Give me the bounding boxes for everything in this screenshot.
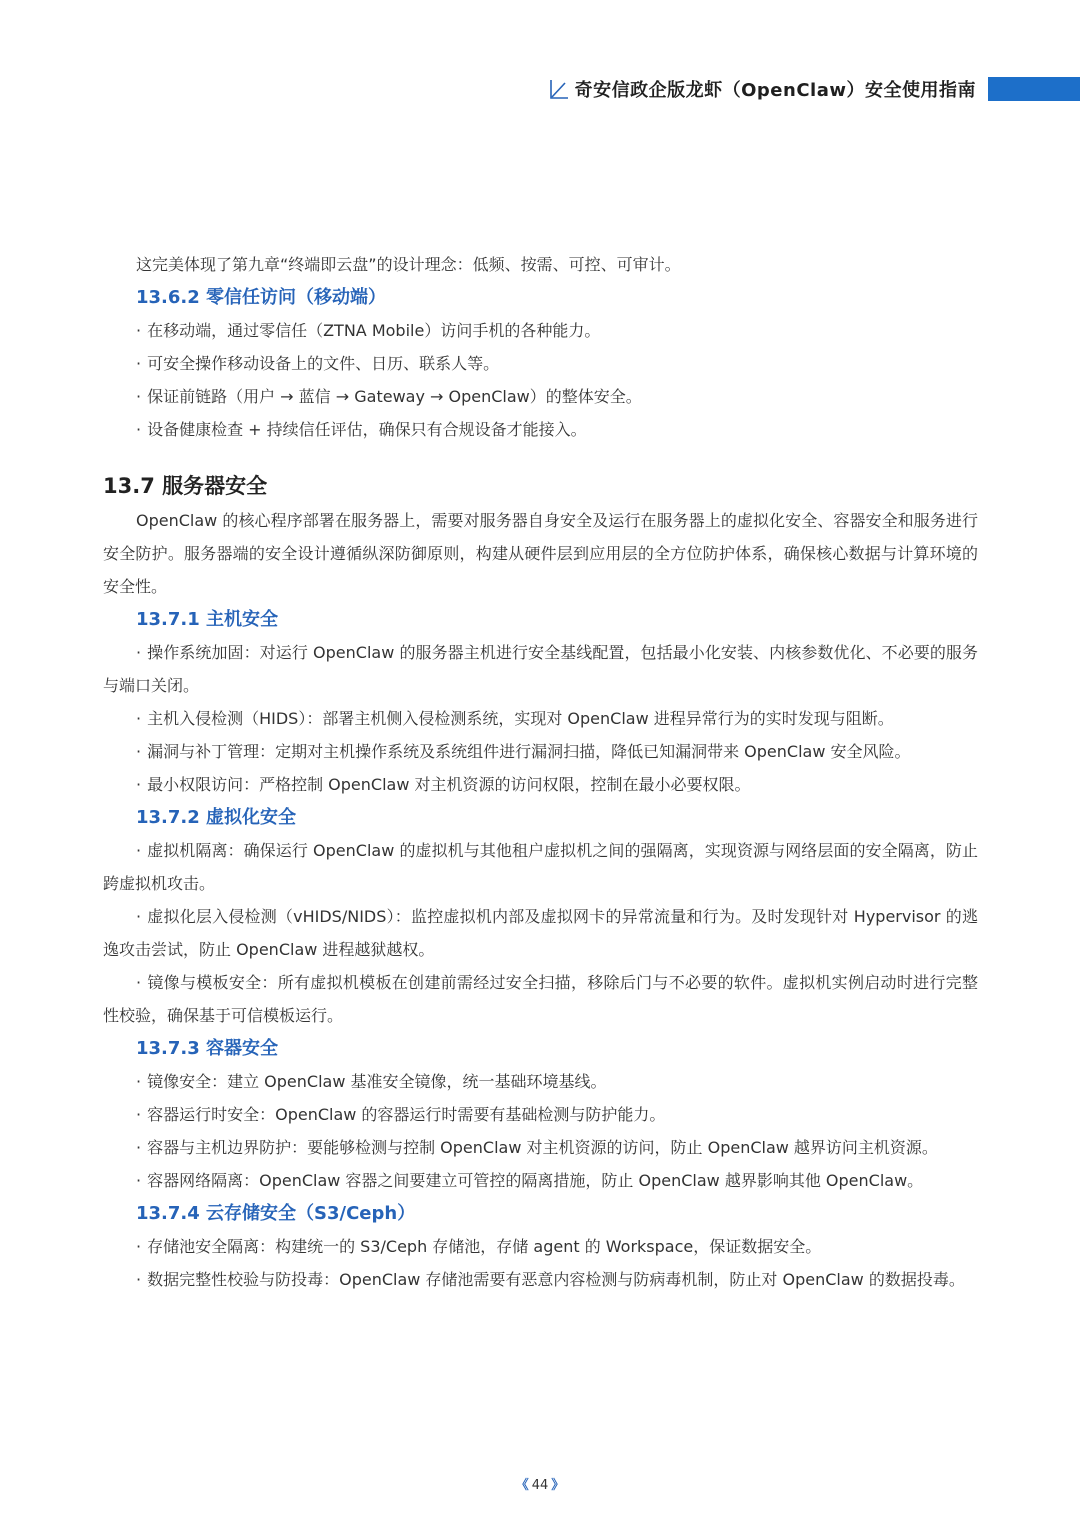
list-item: · 容器与主机边界防护：要能够检测与控制 OpenClaw 对主机资源的访问，防止 OpenClaw 越界访问主机资源。 <box>136 1138 938 1157</box>
list-item: · 数据完整性校验与防投毒：OpenClaw 存储池需要有恶意内容检测与防病毒机制，防止对 OpenClaw 的数据投毒。 <box>136 1270 965 1289</box>
list-item: · 最小权限访问：严格控制 OpenClaw 对主机资源的访问权限，控制在最小必要权限。 <box>136 775 751 794</box>
list-item: · 存储池安全隔离：构建统一的 S3/Ceph 存储池，存储 agent 的 Workspace，保证数据安全。 <box>136 1237 822 1256</box>
page-bracket-right: 》 <box>551 1478 565 1493</box>
list-item: · 操作系统加固：对运行 OpenClaw 的服务器主机进行安全基线配置，包括最小化安装、内核参数优化、不必要的服务与端口关闭。 <box>103 643 978 695</box>
list-item: · 可安全操作移动设备上的文件、日历、联系人等。 <box>136 354 500 373</box>
list-item: · 容器运行时安全：OpenClaw 的容器运行时需要有基础检测与防护能力。 <box>136 1105 666 1124</box>
section-paragraph: OpenClaw 的核心程序部署在服务器上，需要对服务器自身安全及运行在服务器上的虚拟化安全、容器安全和服务进行安全防护。服务器端的安全设计遵循纵深防御原则，构建从硬件层到应用层的全方位防护体系，确保核心数据与计算环境的安全性。 <box>103 511 978 596</box>
heading-13-7: 13.7 服务器安全 <box>103 474 268 498</box>
intro-paragraph: 这完美体现了第九章“终端即云盘”的设计理念：低频、按需、可控、可审计。 <box>136 255 681 274</box>
chart-corner-icon <box>549 78 569 100</box>
list-item: · 设备健康检查 + 持续信任评估，确保只有合规设备才能接入。 <box>136 420 587 439</box>
header-accent-bar <box>988 77 1080 101</box>
list-item: · 在移动端，通过零信任（ZTNA Mobile）访问手机的各种能力。 <box>136 321 601 340</box>
list-item: · 漏洞与补丁管理：定期对主机操作系统及系统组件进行漏洞扫描，降低已知漏洞带来 OpenClaw 安全风险。 <box>136 742 911 761</box>
page-header <box>549 74 1080 104</box>
list-item: · 主机入侵检测（HIDS）：部署主机侧入侵检测系统，实现对 OpenClaw 进程异常行为的实时发现与阻断。 <box>136 709 894 728</box>
heading-13-7-2: 13.7.2 虚拟化安全 <box>136 807 297 828</box>
heading-13-7-3: 13.7.3 容器安全 <box>136 1038 279 1059</box>
heading-13-6-2: 13.6.2 零信任访问（移动端） <box>136 287 387 308</box>
list-item: · 容器网络隔离：OpenClaw 容器之间要建立可管控的隔离措施，防止 OpenClaw 越界影响其他 OpenClaw。 <box>136 1171 924 1190</box>
document-title: 奇安信政企版龙虾（OpenClaw）安全使用指南 <box>574 80 976 101</box>
list-item: · 虚拟化层入侵检测（vHIDS/NIDS）：监控虚拟机内部及虚拟网卡的异常流量和行为。及时发现针对 Hypervisor 的逃逸攻击尝试，防止 OpenClaw 进程越狱越权。 <box>103 907 978 959</box>
page-content <box>103 248 978 1296</box>
page-number-value: 44 <box>531 1478 549 1493</box>
list-item: · 保证前链路（用户 → 蓝信 → Gateway → OpenClaw）的整体安全。 <box>136 387 642 406</box>
list-item: · 虚拟机隔离：确保运行 OpenClaw 的虚拟机与其他租户虚拟机之间的强隔离，实现资源与网络层面的安全隔离，防止跨虚拟机攻击。 <box>103 841 978 893</box>
list-item: · 镜像安全：建立 OpenClaw 基准安全镜像，统一基础环境基线。 <box>136 1072 607 1091</box>
list-item: · 镜像与模板安全：所有虚拟机模板在创建前需经过安全扫描，移除后门与不必要的软件。虚拟机实例启动时进行完整性校验，确保基于可信模板运行。 <box>103 973 978 1025</box>
page-number <box>0 1474 1080 1493</box>
heading-13-7-1: 13.7.1 主机安全 <box>136 609 279 630</box>
page-bracket-left: 《 <box>515 1478 529 1493</box>
heading-13-7-4: 13.7.4 云存储安全（S3/Ceph） <box>136 1203 416 1224</box>
